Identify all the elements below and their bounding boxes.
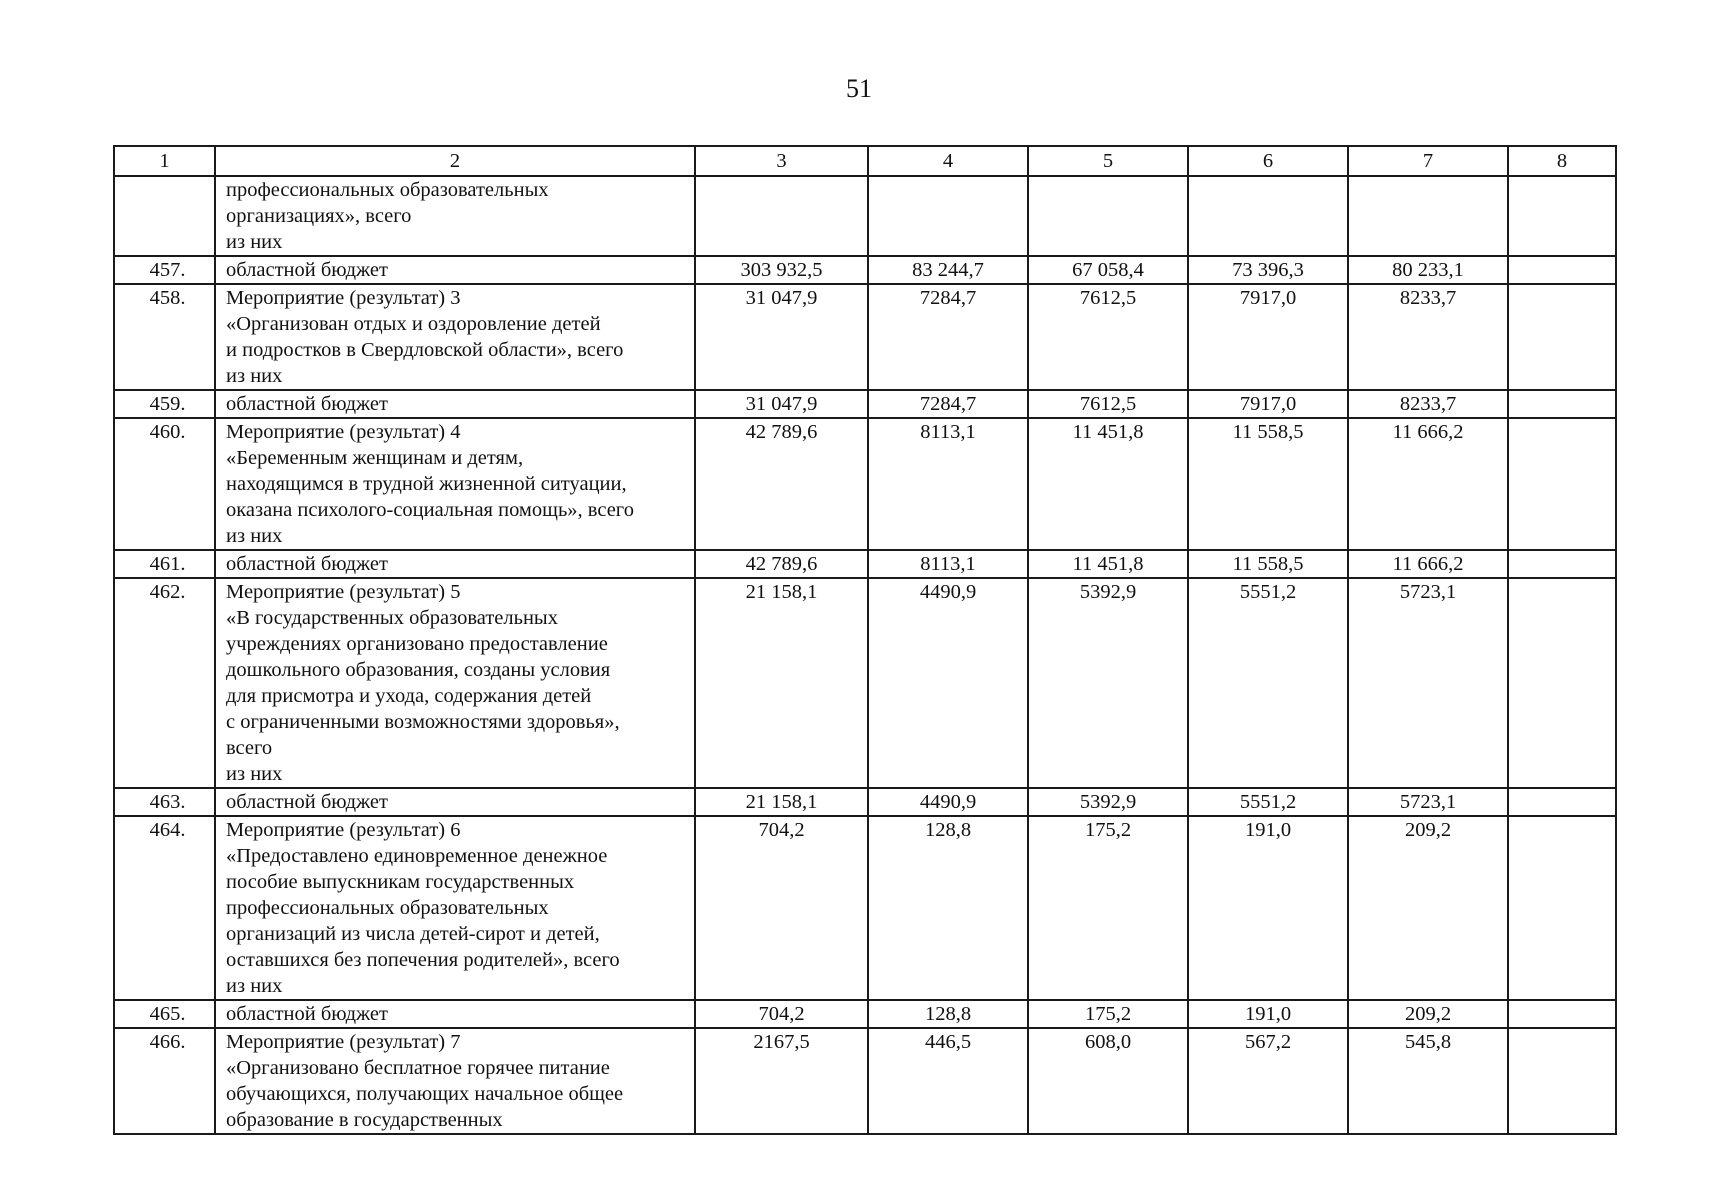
table-body bbox=[114, 176, 1616, 1134]
value-cell-col-7 bbox=[1348, 256, 1508, 284]
header-col-1: 1 bbox=[114, 146, 215, 176]
value-cell-col-4 bbox=[868, 176, 1028, 256]
row-number: 460. bbox=[149, 421, 186, 443]
value-col-7: 11 666,2 bbox=[1392, 553, 1464, 575]
value-cell-col-8 bbox=[1508, 418, 1616, 550]
value-cell-col-7 bbox=[1348, 284, 1508, 390]
value-cell-col-4 bbox=[868, 816, 1028, 1000]
value-cell-col-6 bbox=[1188, 578, 1348, 788]
row-number: 466. bbox=[149, 1031, 186, 1053]
table-row bbox=[114, 788, 1616, 816]
value-col-7: 11 666,2 bbox=[1392, 421, 1464, 443]
value-cell-col-8 bbox=[1508, 256, 1616, 284]
header-col-7: 7 bbox=[1348, 146, 1508, 176]
row-description: Мероприятие (результат) 7 «Организовано бесплатное горячее питание обучающихся, получающих начальное общее образование в государственных bbox=[215, 1028, 695, 1134]
value-col-4: 4490,9 bbox=[919, 581, 977, 603]
row-number: 464. bbox=[149, 819, 186, 841]
value-col-6: 191,0 bbox=[1244, 1003, 1292, 1025]
row-number-cell bbox=[114, 1000, 215, 1028]
value-cell-col-8 bbox=[1508, 550, 1616, 578]
value-col-4: 8113,1 bbox=[920, 553, 976, 575]
value-cell-col-4 bbox=[868, 1028, 1028, 1134]
value-cell-col-5 bbox=[1028, 816, 1188, 1000]
value-col-5: 11 451,8 bbox=[1072, 421, 1144, 443]
value-cell-col-3 bbox=[695, 256, 868, 284]
row-description: Мероприятие (результат) 3 «Организован отдых и оздоровление детей и подростков в Свердловской области», всего из них bbox=[215, 284, 695, 390]
header-col-6: 6 bbox=[1188, 146, 1348, 176]
value-cell-col-7 bbox=[1348, 578, 1508, 788]
value-col-4: 128,8 bbox=[924, 1003, 972, 1025]
value-col-6: 7917,0 bbox=[1239, 287, 1297, 309]
value-cell-col-4 bbox=[868, 418, 1028, 550]
table-row bbox=[114, 816, 1616, 1000]
value-col-3: 31 047,9 bbox=[745, 287, 818, 309]
value-col-4: 446,5 bbox=[924, 1031, 972, 1053]
row-description: областной бюджет bbox=[215, 788, 695, 816]
value-col-7: 5723,1 bbox=[1399, 791, 1457, 813]
value-cell-col-4 bbox=[868, 390, 1028, 418]
value-col-6: 191,0 bbox=[1244, 819, 1292, 841]
value-cell-col-6 bbox=[1188, 1028, 1348, 1134]
row-number-cell bbox=[114, 418, 215, 550]
value-cell-col-5 bbox=[1028, 578, 1188, 788]
table-row bbox=[114, 390, 1616, 418]
value-cell-col-8 bbox=[1508, 390, 1616, 418]
row-number: 457. bbox=[149, 259, 186, 281]
value-cell-col-3 bbox=[695, 816, 868, 1000]
value-cell-col-3 bbox=[695, 176, 868, 256]
value-col-4: 128,8 bbox=[924, 819, 972, 841]
value-col-6: 73 396,3 bbox=[1232, 259, 1304, 281]
row-number: 462. bbox=[149, 581, 186, 603]
header-col-5: 5 bbox=[1028, 146, 1188, 176]
value-cell-col-7 bbox=[1348, 550, 1508, 578]
value-col-5: 5392,9 bbox=[1079, 581, 1137, 603]
table-row bbox=[114, 1000, 1616, 1028]
value-cell-col-6 bbox=[1188, 284, 1348, 390]
row-number: 459. bbox=[149, 393, 186, 415]
row-number: 463. bbox=[149, 791, 186, 813]
row-number-cell bbox=[114, 390, 215, 418]
value-col-6: 11 558,5 bbox=[1232, 553, 1304, 575]
value-col-6: 7917,0 bbox=[1239, 393, 1297, 415]
value-cell-col-5 bbox=[1028, 418, 1188, 550]
value-col-5: 7612,5 bbox=[1079, 393, 1137, 415]
table-row bbox=[114, 418, 1616, 550]
value-cell-col-7 bbox=[1348, 418, 1508, 550]
value-cell-col-6 bbox=[1188, 816, 1348, 1000]
value-col-5: 5392,9 bbox=[1079, 791, 1137, 813]
value-col-6: 5551,2 bbox=[1239, 791, 1297, 813]
value-cell-col-6 bbox=[1188, 176, 1348, 256]
value-col-3: 21 158,1 bbox=[745, 581, 818, 603]
row-description: профессиональных образовательных организациях», всего из них bbox=[215, 176, 695, 256]
value-cell-col-6 bbox=[1188, 390, 1348, 418]
value-cell-col-8 bbox=[1508, 284, 1616, 390]
header-col-2: 2 bbox=[215, 146, 695, 176]
value-cell-col-3 bbox=[695, 284, 868, 390]
value-cell-col-8 bbox=[1508, 1000, 1616, 1028]
value-col-7: 209,2 bbox=[1404, 1003, 1452, 1025]
value-cell-col-6 bbox=[1188, 550, 1348, 578]
row-number-cell bbox=[114, 578, 215, 788]
value-col-6: 5551,2 bbox=[1239, 581, 1297, 603]
value-cell-col-8 bbox=[1508, 788, 1616, 816]
row-number-cell bbox=[114, 550, 215, 578]
value-cell-col-8 bbox=[1508, 578, 1616, 788]
value-cell-col-7 bbox=[1348, 1028, 1508, 1134]
row-number: 465. bbox=[149, 1003, 186, 1025]
value-cell-col-6 bbox=[1188, 1000, 1348, 1028]
value-col-3: 704,2 bbox=[758, 819, 805, 841]
row-description: Мероприятие (результат) 5 «В государственных образовательных учреждениях организовано предоставление дошкольного образования, созданы условия для присмотра и ухода, содержания детей с ограниченными возможностями здоровья», всего из них bbox=[215, 578, 695, 788]
value-cell-col-4 bbox=[868, 788, 1028, 816]
value-col-3: 31 047,9 bbox=[745, 393, 818, 415]
value-col-5: 175,2 bbox=[1084, 819, 1132, 841]
value-col-5: 608,0 bbox=[1084, 1031, 1132, 1053]
row-number-cell bbox=[114, 816, 215, 1000]
value-cell-col-4 bbox=[868, 578, 1028, 788]
value-col-3: 42 789,6 bbox=[745, 421, 818, 443]
row-number-cell bbox=[114, 1028, 215, 1134]
value-cell-col-7 bbox=[1348, 390, 1508, 418]
row-description: областной бюджет bbox=[215, 390, 695, 418]
value-cell-col-4 bbox=[868, 284, 1028, 390]
value-cell-col-3 bbox=[695, 1000, 868, 1028]
page-number: 51 bbox=[846, 74, 872, 103]
value-cell-col-5 bbox=[1028, 1000, 1188, 1028]
value-cell-col-7 bbox=[1348, 788, 1508, 816]
table-row bbox=[114, 176, 1616, 256]
value-cell-col-4 bbox=[868, 1000, 1028, 1028]
value-cell-col-3 bbox=[695, 788, 868, 816]
value-cell-col-6 bbox=[1188, 256, 1348, 284]
value-cell-col-8 bbox=[1508, 1028, 1616, 1134]
value-col-5: 11 451,8 bbox=[1072, 553, 1144, 575]
value-col-4: 7284,7 bbox=[919, 393, 977, 415]
value-cell-col-5 bbox=[1028, 284, 1188, 390]
row-number-cell bbox=[114, 788, 215, 816]
value-cell-col-5 bbox=[1028, 550, 1188, 578]
table-row bbox=[114, 256, 1616, 284]
row-description: областной бюджет bbox=[215, 1000, 695, 1028]
row-description: областной бюджет bbox=[215, 550, 695, 578]
table-row bbox=[114, 550, 1616, 578]
value-col-5: 175,2 bbox=[1084, 1003, 1132, 1025]
value-cell-col-4 bbox=[868, 256, 1028, 284]
value-col-5: 67 058,4 bbox=[1072, 259, 1144, 281]
row-number: 458. bbox=[149, 287, 186, 309]
value-cell-col-5 bbox=[1028, 390, 1188, 418]
value-col-3: 21 158,1 bbox=[745, 791, 818, 813]
header-col-4: 4 bbox=[868, 146, 1028, 176]
table-header-row bbox=[114, 146, 1616, 176]
row-description: Мероприятие (результат) 6 «Предоставлено единовременное денежное пособие выпускникам государственных профессиональных образовательных организаций из числа детей-сирот и детей, оставшихся без попечения родителей», всего из них bbox=[215, 816, 695, 1000]
value-col-3: 303 932,5 bbox=[740, 259, 823, 281]
row-description: Мероприятие (результат) 4 «Беременным женщинам и детям, находящимся в трудной жизненной ситуации, оказана психолого-социальная помощь», всего из них bbox=[215, 418, 695, 550]
value-col-7: 5723,1 bbox=[1399, 581, 1457, 603]
header-col-8: 8 bbox=[1508, 146, 1616, 176]
value-col-3: 704,2 bbox=[758, 1003, 805, 1025]
value-col-4: 4490,9 bbox=[919, 791, 977, 813]
value-cell-col-5 bbox=[1028, 256, 1188, 284]
value-cell-col-5 bbox=[1028, 1028, 1188, 1134]
value-cell-col-8 bbox=[1508, 176, 1616, 256]
value-col-7: 80 233,1 bbox=[1392, 259, 1464, 281]
value-cell-col-8 bbox=[1508, 816, 1616, 1000]
row-number-cell bbox=[114, 256, 215, 284]
value-col-4: 8113,1 bbox=[920, 421, 976, 443]
header-col-3: 3 bbox=[695, 146, 868, 176]
table-row bbox=[114, 284, 1616, 390]
value-col-3: 2167,5 bbox=[753, 1031, 810, 1053]
budget-table bbox=[113, 145, 1617, 1135]
value-col-7: 545,8 bbox=[1404, 1031, 1452, 1053]
value-col-4: 83 244,7 bbox=[912, 259, 984, 281]
value-col-5: 7612,5 bbox=[1079, 287, 1137, 309]
table-row bbox=[114, 578, 1616, 788]
value-cell-col-4 bbox=[868, 550, 1028, 578]
value-cell-col-6 bbox=[1188, 418, 1348, 550]
row-number-cell bbox=[114, 284, 215, 390]
value-cell-col-7 bbox=[1348, 816, 1508, 1000]
value-cell-col-3 bbox=[695, 418, 868, 550]
value-col-7: 8233,7 bbox=[1399, 287, 1457, 309]
value-cell-col-3 bbox=[695, 390, 868, 418]
row-number: 461. bbox=[149, 553, 186, 575]
value-cell-col-7 bbox=[1348, 176, 1508, 256]
value-col-7: 8233,7 bbox=[1399, 393, 1457, 415]
value-col-4: 7284,7 bbox=[919, 287, 977, 309]
table-row bbox=[114, 1028, 1616, 1134]
value-cell-col-3 bbox=[695, 578, 868, 788]
value-col-6: 567,2 bbox=[1244, 1031, 1292, 1053]
row-description: областной бюджет bbox=[215, 256, 695, 284]
value-col-7: 209,2 bbox=[1404, 819, 1452, 841]
value-col-6: 11 558,5 bbox=[1232, 421, 1304, 443]
value-cell-col-5 bbox=[1028, 788, 1188, 816]
row-number-cell bbox=[114, 176, 215, 256]
value-cell-col-3 bbox=[695, 1028, 868, 1134]
value-cell-col-6 bbox=[1188, 788, 1348, 816]
value-cell-col-3 bbox=[695, 550, 868, 578]
value-col-3: 42 789,6 bbox=[745, 553, 818, 575]
value-cell-col-7 bbox=[1348, 1000, 1508, 1028]
value-cell-col-5 bbox=[1028, 176, 1188, 256]
